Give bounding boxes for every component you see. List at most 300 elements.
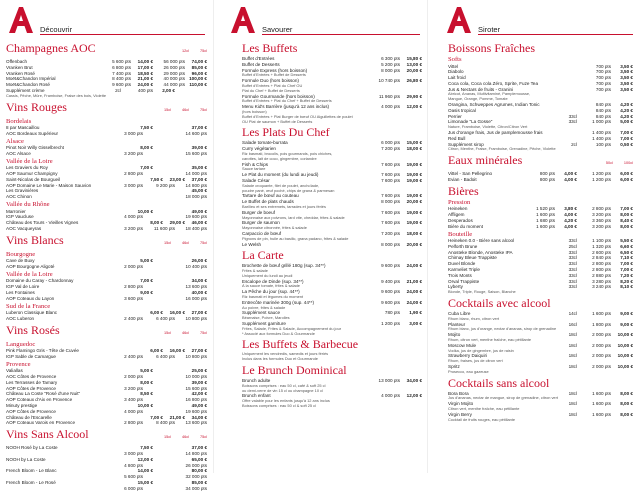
item-value: 5,00 € — [140, 258, 153, 264]
heading-text: Cocktails sans alcool — [448, 375, 550, 390]
heading-text: Vins Rouges — [6, 99, 67, 114]
item-value: 15,00 € — [406, 140, 422, 146]
item-value: 9,00 € — [620, 321, 633, 327]
item-value: 2 000 pts — [124, 374, 143, 379]
item-value: 10,00 € — [617, 332, 633, 338]
item-value: 2 400 pts — [124, 353, 143, 359]
item-name: Mojito — [448, 332, 461, 338]
item-value: 18cl — [568, 342, 577, 348]
item-value: 3 280 pts — [592, 278, 611, 284]
item-value: 21,00 € — [169, 414, 185, 420]
item-value: 3 200 pts — [592, 212, 611, 218]
item-name: Duvel Blonde — [448, 261, 476, 267]
item-name: AOC Bordeaux Supérieur — [6, 130, 59, 136]
item-name: Cuba Libre — [448, 311, 471, 316]
item-value: 840 pts — [595, 102, 611, 108]
item-value: 5,50 € — [620, 238, 633, 244]
column-savourer — [213, 0, 428, 473]
item-name: AOC Vacqueyras — [6, 225, 42, 231]
section-header-savourer — [214, 0, 428, 40]
item-value: 16 800 pts — [185, 397, 207, 403]
item-value: 3 000 pts — [124, 182, 143, 188]
item-value: 85,00 € — [191, 479, 207, 485]
item-value: 33cl — [568, 267, 577, 273]
decouvrir-content — [0, 42, 213, 492]
item-value: 19,00 € — [406, 177, 422, 183]
item-value — [143, 296, 175, 302]
note-text: Abricot, Ananas, Multivitaminé, Pamplemousse, — [448, 92, 531, 97]
item-value — [143, 194, 175, 200]
item-value: 700 pts — [595, 63, 611, 69]
heading-text: Le Brunch Dominical — [242, 363, 347, 378]
item-name: AOP Côtes de Provence — [6, 408, 56, 414]
item-value: 10 800 pts — [185, 315, 207, 321]
note-text: Rhum blanc, jus d'orange, nectar d'ananas, sirop de grenadine — [448, 327, 557, 332]
item-name: AOP Bourgogne Aligoté — [6, 264, 55, 270]
item-value: 3,50 € — [620, 80, 633, 86]
note-text: Inclus dans les formules Duo et Gourmande — [242, 357, 318, 362]
note-text: Salade croquante, filet de poulet, anchoïade, — [242, 183, 320, 188]
heading-text: Eaux minérales — [448, 153, 523, 168]
item-value: 80,00 € — [191, 468, 207, 474]
item-name: Burger de boeuf — [242, 209, 275, 215]
item-value: 8 000 pts — [381, 67, 400, 73]
item-value: 19 600 pts — [185, 408, 207, 414]
item-value: 1 600 pts — [592, 411, 611, 417]
item-value: 9 400 pts — [381, 278, 400, 284]
item-value: 1 200 pts — [381, 321, 400, 327]
item-value: 4,00 € — [564, 212, 577, 218]
item-name: Formule Duo (hors boisson) — [242, 78, 299, 84]
menu-row — [242, 162, 422, 168]
item-name: Strawberry Daiquiri — [448, 353, 488, 359]
item-value: 6 300 pts — [381, 56, 400, 61]
item-value: 8,00 € — [620, 411, 633, 417]
item-value: 18cl — [568, 353, 577, 359]
item-value: 4,20 € — [620, 107, 633, 113]
item-value: 25,00 € — [191, 368, 207, 374]
section-heading — [6, 42, 207, 58]
item-value: 3 600 pts — [124, 295, 143, 301]
note-text: Rhum, citron vert, menthe fraîche, eau pétillante — [448, 337, 532, 342]
size-labels: 12cl 75cl — [182, 49, 207, 53]
heading-text: Bières — [448, 183, 479, 198]
item-value: 2 800 pts — [592, 206, 611, 212]
note-text: Citron vert, menthe fraîche, eau pétillante — [448, 406, 520, 411]
item-value: 34,00 € — [191, 414, 207, 420]
item-value: 18 400 pts — [185, 225, 207, 231]
item-value: 1 680 pts — [536, 217, 555, 223]
item-value: 14cl — [568, 311, 577, 316]
item-value: 8,40 € — [620, 217, 633, 223]
item-name: Marronier — [6, 208, 26, 214]
item-value: 5 200 pts — [381, 61, 400, 67]
note-text: Prosecco, eau gazeuse — [448, 369, 489, 374]
item-value — [143, 131, 175, 137]
size-labels: 15cl 46cl 75cl — [163, 435, 207, 440]
heading-text: Vins Rosés — [6, 322, 60, 337]
item-name: Supplément sirop — [448, 141, 484, 147]
item-value: 6 000 pts — [381, 140, 400, 146]
item-name: Lait froid — [448, 75, 466, 81]
item-value: 2 800 pts — [592, 261, 611, 267]
item-value: 10,00 € — [137, 402, 153, 408]
item-value: 4 800 pts — [124, 462, 143, 468]
item-value: 29,00 € — [169, 220, 185, 226]
section-heading — [6, 324, 207, 340]
item-name: Tartare de bœuf au couteau — [242, 193, 299, 199]
item-value: 5,00 € — [620, 119, 633, 125]
item-value: 35,00 € — [191, 165, 207, 171]
item-value: 19,00 € — [406, 193, 422, 199]
item-value: 6,00 € — [620, 177, 633, 183]
item-value: 4 000 pts — [124, 214, 143, 220]
section-title: Savourer — [262, 25, 293, 34]
item-value: 7,50 € — [150, 176, 163, 182]
item-value: 4 000 pts — [381, 393, 400, 399]
item-name: Les Terrasses de Tamary — [6, 379, 58, 385]
note-text: Mayonnaise citronnée, frites & salade — [242, 226, 307, 231]
item-value: 7,00 € — [620, 206, 633, 212]
divider — [262, 34, 420, 35]
column-siroter — [427, 0, 640, 473]
item-name: Château de l'Escarelle — [6, 414, 52, 420]
note-text: Cassis, Pêche, Mûre, Framboise, Fraise des bois, Violette — [6, 93, 107, 98]
note-text: Bar/lieu et ses entremets, tarrades et jours fériés — [242, 204, 326, 209]
item-value: 19,00 € — [406, 220, 422, 226]
item-name: Château des Tours - Vieilles Vignes — [6, 220, 79, 226]
item-value: 4 000 pts — [124, 408, 143, 414]
menu-row — [6, 264, 207, 270]
item-value: 17,00 € — [137, 64, 153, 70]
item-value: 3,50 € — [620, 69, 633, 75]
item-value: 1 520 pts — [536, 206, 555, 212]
item-value: 6,00 € — [150, 310, 163, 316]
section-heading — [6, 234, 207, 250]
section-heading — [242, 126, 422, 139]
item-name: AOC Luberon — [6, 315, 35, 321]
note-text: À la sauce tomate, frites & salade — [242, 284, 300, 289]
item-name: Salade tomate-burrata — [242, 140, 288, 146]
menu-row — [448, 177, 633, 183]
item-value: 19,00 € — [406, 209, 422, 215]
item-name: Heineken — [448, 206, 468, 212]
item-value: 18,00 € — [406, 230, 422, 236]
section-heading — [448, 154, 633, 170]
item-value: 3,50 € — [620, 75, 633, 81]
item-value: 33cl — [568, 238, 577, 244]
item-value: 7 400 pts — [112, 70, 131, 76]
item-value: 3,00 € — [409, 321, 422, 327]
item-value: 6,00 € — [620, 171, 633, 177]
item-value: 39,00 € — [191, 145, 207, 151]
item-value: 9,00 € — [140, 289, 153, 295]
item-value: 2cl — [115, 87, 121, 93]
item-value: 12,00 € — [406, 104, 422, 110]
note-text: Buffet d'Entrées + Plat du Chef + Buffet de Desserts — [242, 99, 332, 104]
item-name: Limonade "La Gosse" — [448, 119, 493, 125]
item-value: 14,00 € — [137, 468, 153, 474]
divider — [478, 34, 633, 35]
item-value: 1 320 pts — [592, 243, 611, 249]
item-name: Fish & Chips — [242, 161, 269, 167]
item-name: Buffet d'Entrées — [242, 56, 275, 61]
item-value: 1 200 pts — [592, 177, 611, 183]
menu-row — [6, 296, 207, 302]
section-heading — [242, 42, 422, 55]
item-name: Jus & Nectars de fruits - Granini — [448, 86, 514, 92]
item-value: 100,00 € — [189, 76, 207, 82]
item-value: 8 400 pts — [112, 76, 131, 82]
item-value: 1 600 pts — [592, 390, 611, 396]
item-value: 33cl — [568, 272, 577, 278]
subheading: Alsace — [6, 137, 24, 145]
item-value: 6 400 pts — [156, 315, 175, 321]
section-heading — [6, 101, 207, 117]
item-value: 34 000 pts — [185, 485, 207, 491]
item-value: 16 000 pts — [185, 295, 207, 301]
item-value: 9,00 € — [620, 311, 633, 316]
note-text: Citron, Menthe, Fraise, Framboise, Grenadine, Pêche, Violette — [448, 147, 556, 152]
heading-text: Vins Blancs — [6, 232, 64, 247]
item-name: Coca cola, Coca cola Zéro, Sprite, Fuze Tea — [448, 80, 539, 86]
item-value: 14 800 pts — [185, 450, 207, 456]
item-name: Brunch enfant — [242, 393, 271, 399]
item-value: 8,00 € — [620, 223, 633, 229]
item-value: 65,00 € — [191, 456, 207, 462]
item-value: 3 400 pts — [124, 397, 143, 403]
item-value: 19,00 € — [406, 172, 422, 178]
item-value: 20,00 € — [406, 199, 422, 205]
item-name: Trois Monts — [448, 272, 472, 278]
item-value: 7 600 pts — [381, 172, 400, 178]
item-value: 24,00 € — [406, 289, 422, 295]
item-name: Karmeliet Triple — [448, 267, 480, 273]
note-text: * Associé aux formules Duo & Gourmande — [242, 331, 315, 336]
subheading: Vallée de la Loire — [6, 157, 53, 165]
item-value: 42,00 € — [191, 391, 207, 397]
item-name: Escalope de Dinde (sup. 34**) — [242, 278, 304, 284]
section-title: Découvrir — [40, 25, 73, 34]
item-value: 5 600 pts — [124, 474, 143, 480]
item-value: 10,00 € — [617, 363, 633, 369]
item-value: 37,00 € — [191, 176, 207, 182]
item-name: Bora Bora — [448, 390, 469, 396]
item-value: 700 pts — [595, 69, 611, 75]
section-heading — [242, 338, 422, 351]
item-value: 6,50 € — [620, 249, 633, 255]
item-value: 1 600 pts — [592, 401, 611, 407]
item-name: Valiallas — [6, 368, 23, 374]
subheading: Provence — [6, 360, 31, 368]
item-value: 3 000 pts — [124, 130, 143, 136]
item-value: 10,00 € — [137, 208, 153, 214]
item-value — [543, 87, 577, 93]
item-value: 37,00 € — [191, 445, 207, 451]
heading-text: La Carte — [242, 248, 284, 263]
item-value: 7,00 € — [140, 278, 153, 284]
menu-row — [242, 263, 422, 269]
item-name: AOC Côtes de Provence — [6, 374, 57, 379]
note-text: ou demi-verre de vin 15 cl ou champagne 10 cl — [242, 388, 323, 393]
item-value: 4,00 € — [564, 223, 577, 229]
item-value: 24,00 € — [137, 82, 153, 88]
item-name: NOOH by La Coste — [6, 456, 46, 462]
item-value: 12,00 € — [137, 456, 153, 462]
item-value: 33cl — [568, 255, 577, 261]
item-value: 8,00 € — [620, 401, 633, 407]
item-name: La Pêche du jour (sup. 44**) — [242, 289, 300, 295]
item-value: 49,00 € — [191, 208, 207, 214]
item-name: Salade César — [242, 177, 270, 183]
item-value: 29,90 € — [406, 93, 422, 99]
item-value: 13 000 pts — [378, 378, 400, 384]
item-value: 40 000 pts — [163, 76, 185, 82]
menu-row — [448, 224, 633, 230]
item-value: 18cl — [568, 401, 577, 407]
note-text: Pignons de pin, huile au basilic, grana padano, frites & salade — [242, 236, 349, 241]
item-value: 8 400 pts — [156, 420, 175, 426]
size-labels: 15cl 46cl 75cl — [163, 330, 207, 335]
item-value: 2 000 pts — [592, 353, 611, 359]
item-value: 6 800 pts — [112, 64, 131, 70]
item-value: 8,00 € — [140, 379, 153, 385]
item-value: 44 000 pts — [163, 82, 185, 88]
item-name: Les Graviers du Roy — [6, 165, 48, 171]
item-value: 6 400 pts — [156, 353, 175, 359]
item-value: 1 600 pts — [592, 311, 611, 316]
item-value: 840 pts — [595, 107, 611, 113]
note-text: Mangue, Orange, Pomme, Tomate — [448, 97, 508, 102]
heading-text: Cocktails avec alcool — [448, 296, 551, 310]
item-name: Les Fontaines — [6, 289, 35, 295]
item-value: 18cl — [568, 390, 577, 396]
item-value: 5,00 € — [140, 368, 153, 374]
item-value: 13 600 pts — [185, 284, 207, 290]
item-value: 3 200 pts — [124, 385, 143, 391]
item-name: AOC Alsace — [6, 150, 31, 156]
heading-text: Champagnes AOC — [6, 41, 96, 55]
item-value: 33cl — [568, 284, 577, 290]
item-value: 8,00 € — [140, 145, 153, 151]
item-value: 700 pts — [595, 80, 611, 86]
item-value: 56 000 pts — [163, 59, 185, 64]
note-text: Buffet d'Entrées + Plat du Chef OU — [242, 83, 303, 88]
item-name: Bière du moment — [448, 223, 483, 229]
item-value: 23,00 € — [169, 176, 185, 182]
item-value: 2 400 pts — [124, 315, 143, 321]
item-name: Cave de Buxy — [6, 258, 35, 264]
section-heading — [448, 297, 633, 310]
item-value: 1 600 pts — [536, 223, 555, 229]
item-value: 14 600 pts — [185, 130, 207, 136]
item-value: 24,00 € — [406, 299, 422, 305]
item-name: Moët&Chandon Rosé — [6, 82, 50, 88]
item-name: Lyberty — [448, 284, 463, 290]
item-value: 9 600 pts — [381, 289, 400, 295]
barriere-a-logo-icon — [6, 4, 36, 36]
item-value: 400 pts — [137, 87, 153, 93]
item-name: Vranken Brut — [6, 64, 33, 70]
item-value: 15 600 pts — [185, 150, 207, 156]
item-value: 6 000 pts — [124, 485, 143, 491]
item-value: 4,20 € — [564, 217, 577, 223]
item-name: Saint-Nicolas de Bourgueil — [6, 176, 61, 182]
item-name: Vranken Rosé — [6, 70, 35, 76]
item-value: 2 880 pts — [592, 272, 611, 278]
item-value: 3,80 € — [564, 206, 577, 212]
savourer-content — [214, 42, 428, 409]
note-text: Uniquement du lundi au jeudi — [242, 273, 293, 278]
item-value: 7,00 € — [140, 165, 153, 171]
item-name: AOP Domaine Le Marie - Maison Sauvion — [6, 182, 92, 188]
item-value: 21,00 € — [406, 278, 422, 284]
item-value: 7,00 € — [620, 130, 633, 136]
item-name: Pink Flamingo Gris - Tête de Cuvée — [6, 348, 79, 354]
item-value: 700 pts — [595, 86, 611, 92]
menu-row — [242, 242, 422, 248]
item-value: 8 000 pts — [381, 199, 400, 205]
subheading: Softs — [448, 56, 462, 63]
item-value: 1 800 pts — [592, 321, 611, 327]
item-value: 45,00 € — [191, 188, 207, 194]
note-text: Frites, Salade, Frites & Salade, Accompagnement du jour — [242, 326, 342, 331]
item-value: 1 400 pts — [592, 135, 611, 141]
item-value: 8,50 € — [140, 391, 153, 397]
item-value: 8,20 € — [620, 278, 633, 284]
item-value — [143, 151, 175, 157]
item-value: 15 600 pts — [185, 385, 207, 391]
size-labels: 15cl 46cl 75cl — [163, 107, 207, 112]
note-text: Offre valable pour les enfants jusqu'à 12 ans inclus — [242, 399, 330, 404]
subheading: Bouteille — [448, 230, 473, 238]
item-value: 25cl — [568, 243, 577, 249]
item-name: Entrecôte marinée 300g (sup. 44**) — [242, 299, 315, 305]
section-title: Siroter — [478, 25, 501, 34]
item-name: French Bloom - Le Rosé — [6, 479, 56, 485]
menu-row — [6, 316, 207, 322]
item-value: 110,00 € — [189, 82, 207, 88]
item-value: 18 000 pts — [185, 194, 207, 200]
item-value: 96,00 € — [191, 70, 207, 76]
section-heading — [242, 249, 422, 262]
item-value: 16,00 € — [169, 310, 185, 316]
item-name: AOP Coteaux Varois en Provence — [6, 420, 76, 426]
item-name: Minuty prestige — [6, 402, 38, 408]
item-value: 27,00 € — [191, 310, 207, 316]
item-name: AOC Chinon — [6, 194, 32, 200]
note-text: Buffet d'Entrées + Buffet de Desserts — [242, 73, 306, 78]
item-value: 3 200 pts — [124, 150, 143, 156]
item-value: 18cl — [568, 332, 577, 338]
item-value: 11 600 pts — [153, 225, 175, 231]
item-name: Pinot Noir Willy Gisselbrecht — [6, 145, 64, 151]
item-value — [143, 264, 175, 270]
item-value: 1 200 pts — [592, 171, 611, 177]
item-value: 13,00 € — [406, 61, 422, 67]
item-value: 2 800 pts — [592, 267, 611, 273]
item-value: 19 600 pts — [185, 214, 207, 220]
note-text: Au poivre, frites & salade — [242, 305, 286, 310]
item-name: Château La Coste "Rosé d'une Nuit" — [6, 391, 81, 397]
item-name: Le Welsh — [242, 241, 262, 247]
item-value: 15,00 € — [137, 479, 153, 485]
item-value: 2,00 € — [162, 87, 175, 93]
item-value: 46,00 € — [191, 220, 207, 226]
item-name: Supplément garniture — [242, 321, 286, 327]
item-name: Le Buffet de plats chauds — [242, 199, 294, 205]
item-value: 9 600 pts — [381, 299, 400, 305]
